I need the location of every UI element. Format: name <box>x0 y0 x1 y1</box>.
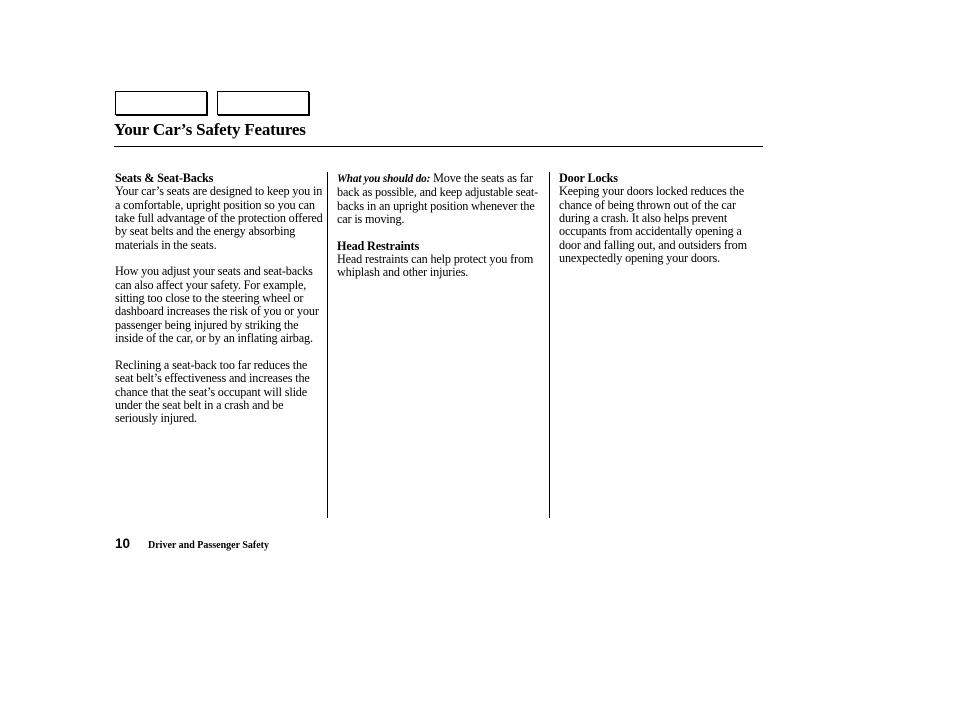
what-you-should-do-paragraph <box>337 172 541 226</box>
paragraph: Head restraints can help protect you from whiplash and other injuries. <box>337 252 534 280</box>
page-title: Your Car’s Safety Features <box>114 120 306 139</box>
title-divider <box>114 146 763 147</box>
column-door-locks <box>559 172 765 279</box>
page-number: 10 <box>115 536 131 551</box>
lead-in-label: What you should do: <box>337 173 431 185</box>
paragraph: Keeping your doors locked reduces the chance of being thrown out of the car during a crash. It also helps prevent occupants from accidentally opening a door and falling out, and outsiders from unexpectedly opening your doors. <box>559 184 747 266</box>
paragraph: Reclining a seat-back too far reduces the seat belt’s effectiveness and increases the chance that the seat’s occupant will slide under the seat belt in a crash and be seriously injured. <box>115 357 310 426</box>
paragraph: Your car’s seats are designed to keep you in a comfortable, upright position so you can take full advantage of the protection offered by seat belts and the energy absorbing materials in the seats. <box>115 184 323 252</box>
section-heading-seats: Seats & Seat-Backs <box>115 171 214 185</box>
column-seats <box>115 172 323 439</box>
paragraph: How you adjust your seats and seat-backs can also affect your safety. For example, sitting too close to the steering wheel or dashboard increases the risk of you or your passenger being injured by striking the inside of the car, or by an inflating airbag. <box>115 264 319 346</box>
footer-section-name: Driver and Passenger Safety <box>148 540 270 551</box>
column-head-restraints <box>337 172 541 293</box>
column-divider-2 <box>549 172 550 518</box>
column-divider-1 <box>327 172 328 518</box>
lead-in-text: Move the seats as far back as possible, and keep adjustable seat-backs in an upright position whenever the car is moving. <box>337 171 539 227</box>
header-tab-box-1 <box>115 91 207 115</box>
section-heading-door-locks: Door Locks <box>559 171 618 185</box>
section-heading-head-restraints: Head Restraints <box>337 238 420 253</box>
header-tab-box-2 <box>217 91 309 115</box>
